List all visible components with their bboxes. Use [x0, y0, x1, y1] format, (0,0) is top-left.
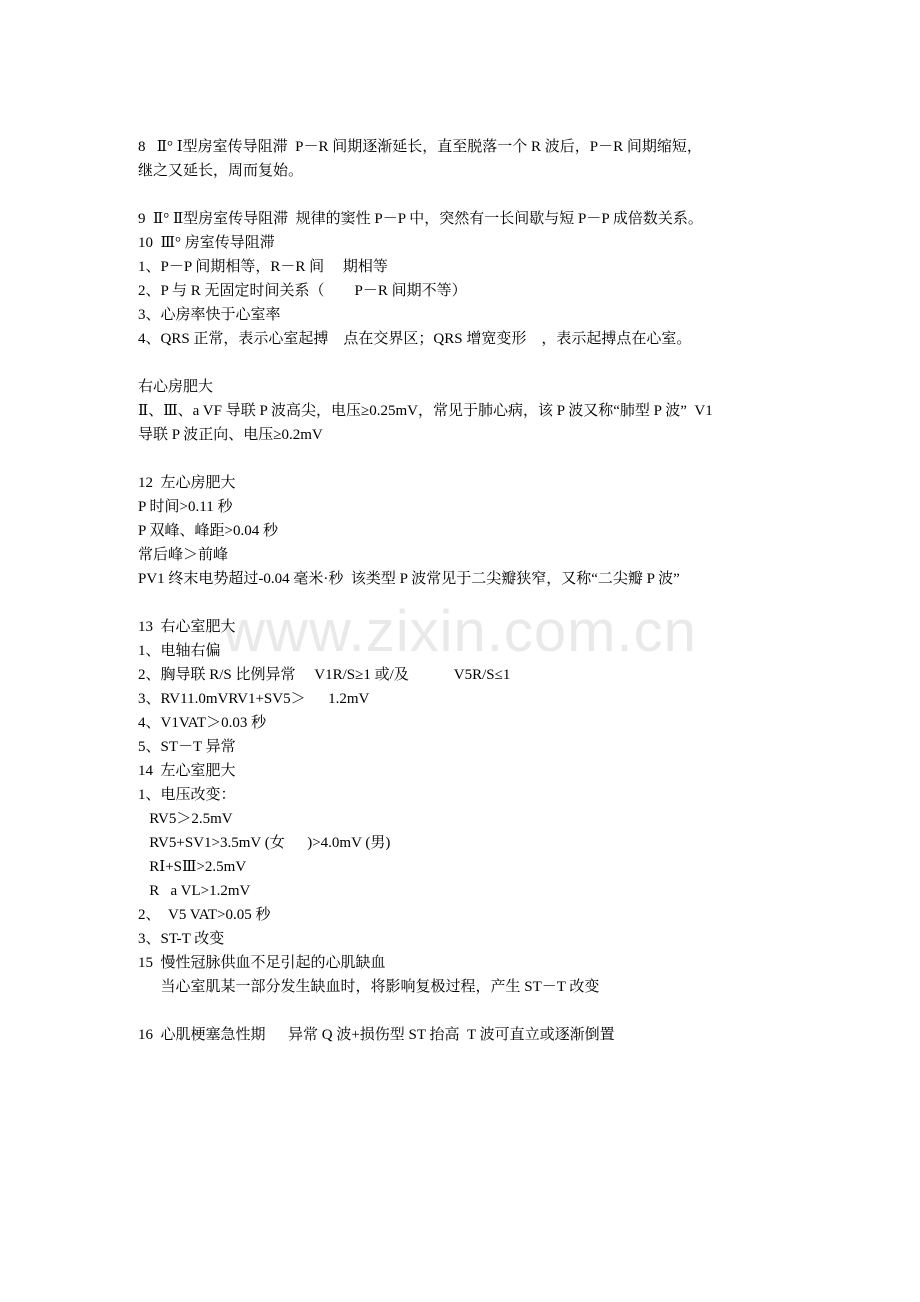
- section-heading: 12 左心房肥大: [138, 475, 236, 491]
- text-line: 3、心房率快于心室率: [138, 307, 281, 323]
- text-line: 继之又延长，周而复始。: [138, 163, 304, 179]
- text-line: RV5＞2.5mV: [138, 811, 233, 827]
- text-line: P 双峰、峰距>0.04 秒: [138, 523, 278, 539]
- text-line: 8 Ⅱ° Ⅰ型房室传导阻滞 P－R 间期逐渐延长，直至脱落一个 R 波后，P－R 间期缩短，: [138, 139, 702, 155]
- text-line: P 时间>0.11 秒: [138, 499, 233, 515]
- text-line: 3、ST-T 改变: [138, 931, 225, 947]
- text-line: 1、电压改变：: [138, 787, 236, 803]
- text-line: 4、V1VAT＞0.03 秒: [138, 715, 267, 731]
- text-line: 1、P－P 间期相等，R－R 间 期相等: [138, 259, 388, 275]
- section-heading: 13 右心室肥大: [138, 619, 236, 635]
- section-heading: 16 心肌梗塞急性期 异常 Q 波+损伤型 ST 抬高 T 波可直立或逐渐倒置: [138, 1027, 615, 1043]
- text-line: PV1 终末电势超过-0.04 毫米·秒 该类型 P 波常见于二尖瓣狭窄，又称“二尖瓣 P 波”: [138, 571, 680, 587]
- text-line: 2、 V5 VAT>0.05 秒: [138, 907, 271, 923]
- text-line: 4、QRS 正常，表示心室起搏 点在交界区；QRS 增宽变形 ，表示起搏点在心室。: [138, 331, 692, 347]
- section-heading: 14 左心室肥大: [138, 763, 236, 779]
- text-line: 3、RV11.0mVRV1+SV5＞ 1.2mV: [138, 691, 370, 707]
- watermark: www.zixin.com.cn: [223, 599, 697, 664]
- section-heading: 右心房肥大: [138, 379, 214, 395]
- text-line: RⅠ+SⅢ>2.5mV: [138, 859, 247, 875]
- text-line: 常后峰＞前峰: [138, 547, 229, 563]
- text-line: 2、胸导联 R/S 比例异常 V1R/S≥1 或/及 V5R/S≤1: [138, 667, 511, 683]
- text-line: RV5+SV1>3.5mV (女 )>4.0mV (男): [138, 835, 391, 851]
- text-line: 2、P 与 R 无固定时间关系（ P－R 间期不等）: [138, 283, 467, 299]
- text-line: 导联 P 波正向、电压≥0.2mV: [138, 427, 323, 443]
- text-line: 5、ST－T 异常: [138, 739, 236, 755]
- text-line: 1、电轴右偏: [138, 643, 221, 659]
- text-line: Ⅱ、Ⅲ、a VF 导联 P 波高尖，电压≥0.25mV，常见于肺心病，该 P 波又称“肺型 P 波” V1: [138, 403, 713, 419]
- text-line: 当心室肌某一部分发生缺血时，将影响复极过程，产生 ST－T 改变: [138, 979, 600, 995]
- text-line: 9 Ⅱ° Ⅱ型房室传导阻滞 规律的窦性 P－P 中，突然有一长间歇与短 P－P 成倍数关系。: [138, 211, 703, 227]
- text-line: 10 Ⅲ° 房室传导阻滞: [138, 235, 275, 251]
- section-heading: 15 慢性冠脉供血不足引起的心肌缺血: [138, 955, 386, 971]
- text-line: R a VL>1.2mV: [138, 883, 251, 899]
